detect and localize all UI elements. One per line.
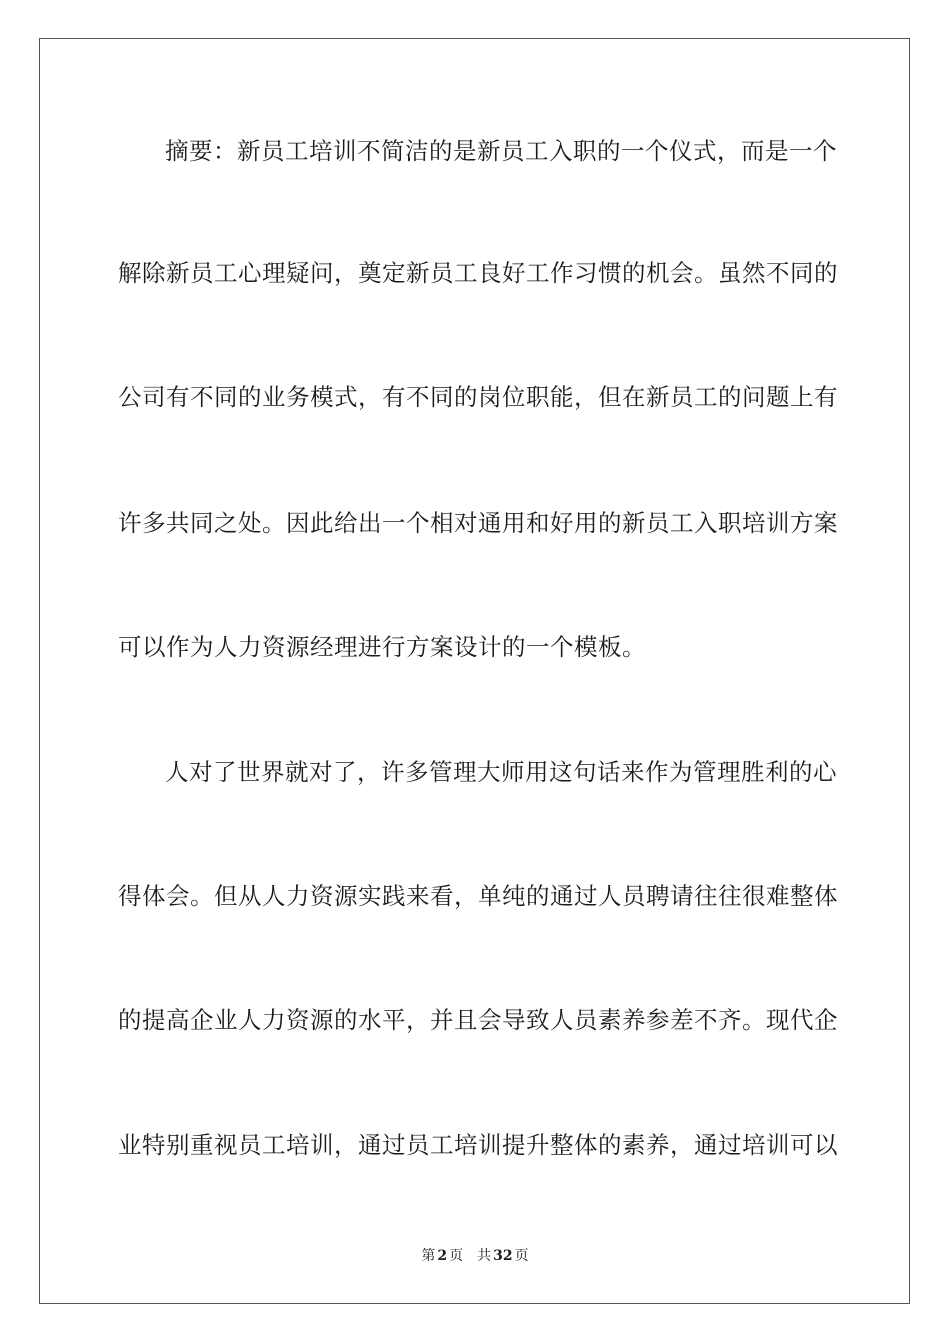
page-border — [39, 38, 910, 1304]
paragraph-1-line-3: 公司有不同的业务模式，有不同的岗位职能，但在新员工的问题上有 — [118, 383, 838, 411]
paragraph-1-line-4: 许多共同之处。因此给出一个相对通用和好用的新员工入职培训方案 — [118, 509, 838, 537]
footer-total-suffix: 页 — [514, 1248, 529, 1264]
footer-total-prefix: 共 — [477, 1248, 492, 1264]
paragraph-2-line-4: 业特别重视员工培训，通过员工培训提升整体的素养，通过培训可以 — [118, 1131, 838, 1159]
footer-page-suffix: 页 — [449, 1248, 464, 1264]
paragraph-2-line-2: 得体会。但从人力资源实践来看，单纯的通过人员聘请往往很难整体 — [118, 882, 838, 910]
page-footer — [0, 1247, 950, 1265]
paragraph-2-line-3: 的提高企业人力资源的水平，并且会导致人员素养参差不齐。现代企 — [118, 1006, 838, 1034]
paragraph-1-line-2: 解除新员工心理疑问，奠定新员工良好工作习惯的机会。虽然不同的 — [118, 259, 838, 287]
footer-page-number: 2 — [437, 1248, 448, 1264]
footer-page-prefix: 第 — [421, 1248, 436, 1264]
paragraph-1-line-1: 摘要：新员工培训不简洁的是新员工入职的一个仪式，而是一个 — [165, 137, 837, 165]
paragraph-1-line-5: 可以作为人力资源经理进行方案设计的一个模板。 — [118, 633, 646, 661]
paragraph-2-line-1: 人对了世界就对了，许多管理大师用这句话来作为管理胜利的心 — [165, 758, 837, 786]
footer-total-pages: 32 — [493, 1248, 513, 1264]
